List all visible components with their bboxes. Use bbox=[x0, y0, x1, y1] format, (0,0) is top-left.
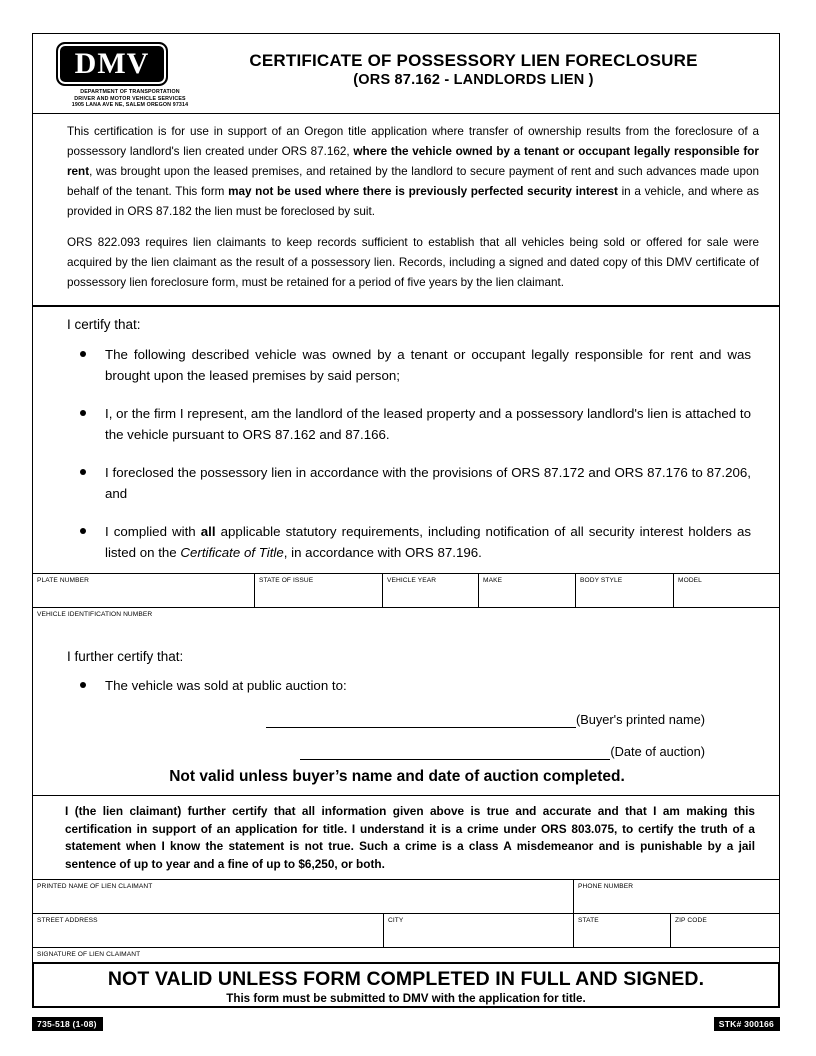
intro-paragraph-1 bbox=[67, 122, 759, 222]
vehicle-field-row-1 bbox=[33, 574, 779, 608]
certify-bullet-2-text: I, or the firm I represent, am the landlord of the leased property and a possessory landlord's lien is attached to the vehicle pursuant to ORS 87.162 and 87.166. bbox=[105, 406, 751, 442]
field-label: MAKE bbox=[483, 577, 503, 584]
page-title: CERTIFICATE OF POSSESSORY LIEN FORECLOSURE bbox=[249, 51, 698, 70]
further-bullet-1 bbox=[67, 675, 757, 696]
bullet-dot-icon bbox=[80, 682, 86, 688]
certify-bullet-4-bold: all bbox=[200, 524, 216, 539]
further-certify-heading: I further certify that: bbox=[67, 649, 184, 664]
field-label: VEHICLE IDENTIFICATION NUMBER bbox=[37, 611, 153, 618]
intro-p1-bold-1: where the vehicle owned by a tenant or occupant legally responsible for rent bbox=[67, 145, 759, 178]
further-bullet-1-text: The vehicle was sold at public auction to: bbox=[105, 678, 347, 693]
field-label: SIGNATURE OF LIEN CLAIMANT bbox=[37, 951, 141, 958]
field-body-style[interactable] bbox=[576, 574, 674, 607]
bullet-dot-icon bbox=[80, 469, 86, 475]
field-city[interactable] bbox=[384, 914, 574, 947]
vehicle-fields-table bbox=[33, 574, 779, 638]
intro-section bbox=[33, 114, 779, 307]
bottom-warning-box bbox=[32, 962, 780, 1008]
bullet-dot-icon bbox=[80, 410, 86, 416]
form-number-badge: 735-518 (1-08) bbox=[32, 1017, 103, 1031]
intro-p1-text-1: This certification is for use in support of an Oregon title application where transfer of ownership results from the foreclosure of a possessory landlord's lien created under ORS 87.162, bbox=[67, 125, 759, 158]
bullet-dot-icon bbox=[80, 351, 86, 357]
agency-line-1: DEPARTMENT OF TRANSPORTATION bbox=[80, 89, 180, 95]
form-header bbox=[33, 34, 779, 114]
certify-bullet-list bbox=[67, 344, 757, 563]
statement-text: I (the lien claimant) further certify that all information given above is true and accurate and that I am making this certification in support of an application for title. I understand it is a crime under ORS 803.075, to certify the truth of a statement when I know the statement is not true. Such a crime is a class A misdemeanor and is punishable by a jail sentence of up to year and a fine of up to $6,250, or both. bbox=[65, 804, 755, 871]
field-printed-name-of-lien-claimant[interactable] bbox=[33, 880, 574, 913]
buyer-name-line bbox=[67, 712, 757, 728]
certify-bullet-1 bbox=[67, 344, 757, 386]
field-label: VEHICLE YEAR bbox=[387, 577, 437, 584]
intro-p1-text-3: in a vehicle, and where as provided in ORS 87.182 the lien must be foreclosed by suit. bbox=[67, 185, 760, 218]
certify-bullet-3-text: I foreclosed the possessory lien in accordance with the provisions of ORS 87.172 and ORS 87.176 to 87.206, and bbox=[105, 465, 751, 501]
claimant-field-row-1 bbox=[33, 880, 779, 914]
bottom-warning-wrapper bbox=[32, 962, 780, 1008]
certify-bullet-1-text: The following described vehicle was owned by a tenant or occupant legally responsible for rent and was brought upon the leased premises by said person; bbox=[105, 347, 751, 383]
field-zip-code[interactable] bbox=[671, 914, 779, 947]
field-label: ZIP CODE bbox=[675, 917, 707, 924]
certify-bullet-2 bbox=[67, 403, 757, 445]
field-label: CITY bbox=[388, 917, 404, 924]
field-label: STATE OF ISSUE bbox=[259, 577, 314, 584]
dmv-logo-text: DMV bbox=[74, 47, 150, 80]
field-state-of-issue[interactable] bbox=[255, 574, 383, 607]
claimant-field-row-2 bbox=[33, 914, 779, 948]
warning-subline: This form must be submitted to DMV with the application for title. bbox=[226, 992, 586, 1005]
warning-headline: NOT VALID UNLESS FORM COMPLETED IN FULL AND SIGNED. bbox=[107, 968, 705, 990]
further-bullet-list bbox=[67, 675, 757, 696]
further-certify-section bbox=[33, 638, 779, 796]
page-subtitle: (ORS 87.162 - LANDLORDS LIEN ) bbox=[353, 72, 594, 88]
buyer-name-input[interactable] bbox=[266, 712, 576, 728]
field-state[interactable] bbox=[574, 914, 671, 947]
auction-notice: Not valid unless buyer’s name and date of auction completed. bbox=[169, 768, 625, 785]
certify-bullet-4-text-3: , in accordance with ORS 87.196. bbox=[283, 545, 482, 560]
intro-p1-text-2: , was brought upon the leased premises, and retained by the landlord to secure payment of rent and such advances made upon behalf of the tenant. This form bbox=[67, 165, 759, 198]
field-label: STATE bbox=[578, 917, 599, 924]
certify-heading: I certify that: bbox=[67, 317, 141, 332]
field-street-address[interactable] bbox=[33, 914, 384, 947]
auction-date-input[interactable] bbox=[300, 744, 610, 760]
field-vehicle-identification-number[interactable] bbox=[33, 608, 779, 638]
buyer-name-caption: (Buyer's printed name) bbox=[575, 712, 705, 727]
certify-section bbox=[33, 307, 779, 574]
dmv-logo-icon bbox=[56, 42, 168, 86]
bullet-dot-icon bbox=[80, 528, 86, 534]
agency-logo-block bbox=[33, 40, 208, 109]
stock-number-badge: STK# 300166 bbox=[714, 1017, 780, 1031]
agency-line-2: DRIVER AND MOTOR VEHICLE SERVICES bbox=[74, 95, 186, 102]
certify-bullet-4-text-2: applicable statutory requirements, including notification of all security interest holders as listed on the bbox=[105, 524, 752, 560]
field-vehicle-year[interactable] bbox=[383, 574, 479, 607]
field-label: PHONE NUMBER bbox=[578, 883, 634, 890]
field-label: PRINTED NAME OF LIEN CLAIMANT bbox=[37, 883, 153, 890]
field-label: MODEL bbox=[678, 577, 702, 584]
form-body bbox=[32, 33, 780, 982]
auction-date-line bbox=[67, 744, 757, 760]
vehicle-field-row-2 bbox=[33, 608, 779, 638]
field-model[interactable] bbox=[674, 574, 779, 607]
certify-bullet-4-italic: Certificate of Title bbox=[180, 545, 284, 560]
field-label: PLATE NUMBER bbox=[37, 577, 90, 584]
certify-bullet-3 bbox=[67, 462, 757, 504]
certify-bullet-4 bbox=[67, 521, 757, 563]
field-label: STREET ADDRESS bbox=[37, 917, 98, 924]
field-make[interactable] bbox=[479, 574, 576, 607]
agency-address bbox=[52, 89, 208, 109]
intro-paragraph-2: ORS 822.093 requires lien claimants to keep records sufficient to establish that all vehicles being sold or offered for sale were acquired by the lien claimant as the result of a possessory lien. Records, including a signed and dated copy of this DMV certificate of possessory lien foreclosure form, must be retained for a period of five years by the lien claimant. bbox=[67, 236, 759, 289]
agency-line-3: 1905 LANA AVE NE, SALEM OREGON 97314 bbox=[71, 102, 189, 109]
lien-claimant-statement bbox=[33, 796, 779, 880]
intro-p1-bold-2: may not be used where there is previously perfected security interest bbox=[228, 185, 618, 198]
certify-bullet-4-text-1: I complied with bbox=[105, 524, 201, 539]
field-phone-number[interactable] bbox=[574, 880, 779, 913]
field-label: BODY STYLE bbox=[580, 577, 623, 584]
field-plate-number[interactable] bbox=[33, 574, 255, 607]
form-title-block bbox=[208, 40, 779, 90]
auction-date-caption: (Date of auction) bbox=[610, 744, 705, 759]
